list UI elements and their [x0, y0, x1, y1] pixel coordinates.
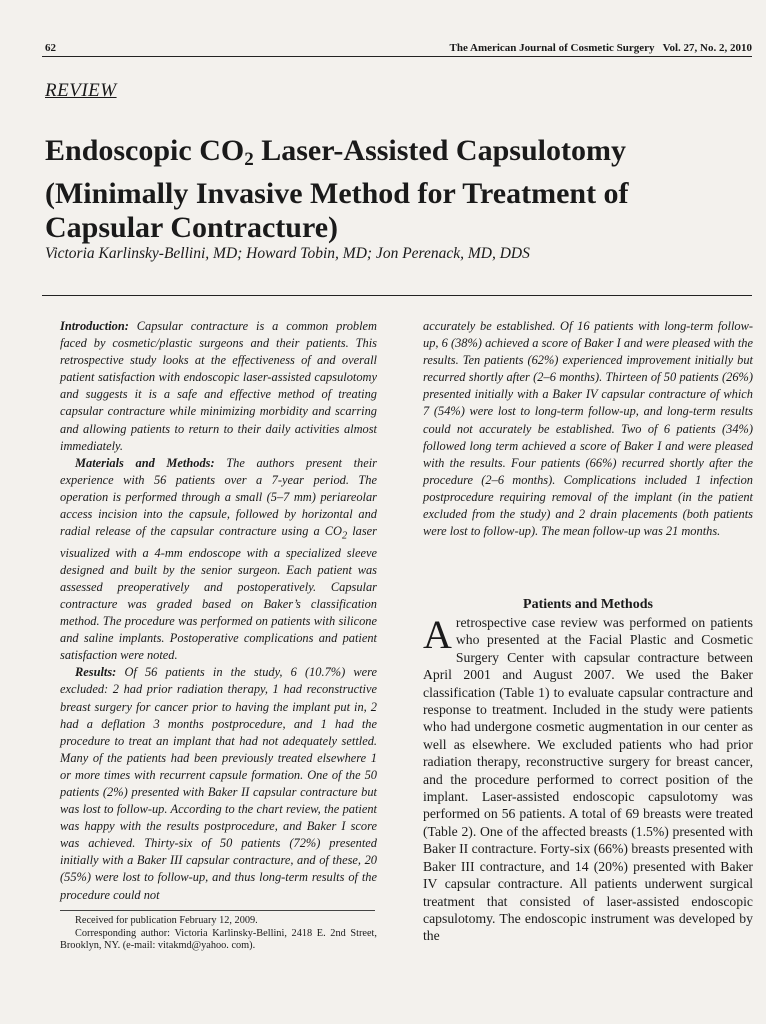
section-heading: Patients and Methods [523, 597, 653, 612]
methods-text-a: The authors present their experience with 56 patients over a 7-year period. The operation is performed through a small (5–7 mm) periareolar access incision into the capsule, followed by horizontal and radial release of the capsular contracture using a CO [60, 455, 377, 539]
abstract-results [60, 664, 377, 903]
body-text [423, 614, 753, 945]
abstract-left-column [60, 318, 377, 904]
body-paragraph-text: retrospective case review was performed on patients who presented at the Facial Plastic and Cosmetic Surgery Center with capsular contracture between April 2001 and August 2007. We used the Baker classification (Table 1) to evaluate capsular contracture and response to treatment. Included in the study were patients who had undergone cosmetic augmentation in our center as well as elsewhere. We excluded patients who had prior radiation therapy, reconstructive surgery for breast cancer, and the procedure performed to correct position of the implant. Laser-assisted endoscopic capsulotomy was performed on 56 patients. A total of 69 breasts were treated (Table 2). One of the affected breasts (1.5%) presented with Baker II contracture. Forty-six (66%) breasts presented with Baker III contracture, and 14 (20%) presented with Baker IV capsular contracture. All patients underwent surgical treatment that consisted of laser-assisted endoscopic capsulotomy. The endoscopic instrument was developed by the [423, 615, 753, 944]
footnote-corresponding: Corresponding author: Victoria Karlinsky-Bellini, 2418 E. 2nd Street, Brooklyn, NY. (e-mail: vitakmd@yahoo. com). [60, 927, 377, 952]
drop-cap: A [423, 612, 452, 657]
footnote-rule [60, 910, 375, 911]
methods-text-b: laser visualized with a 4-mm endoscope with a specialized sleeve designed and built by the senior surgeon. Each patient was assessed preoperatively and postoperatively. Capsular contracture was graded based on Baker’s classification method. The procedure was performed on patients with silicone and saline implants. Postoperative complications and patient satisfaction were noted. [60, 524, 377, 663]
title-part-2: Laser-Assisted Capsulotomy (Minimally Invasive Method for Treatment of Capsular Contracture) [45, 134, 629, 244]
page-number: 62 [45, 42, 56, 54]
results-label: Results: [75, 665, 117, 680]
abstract-right-column [423, 318, 753, 540]
introduction-label: Introduction: [60, 319, 129, 333]
methods-subscript: 2 [341, 530, 348, 542]
running-header: The American Journal of Cosmetic Surgery Vol. 27, No. 2, 2010 [449, 42, 752, 54]
results-continued: accurately be established. Of 16 patients with long-term follow-up, 6 (38%) achieved a score of Baker I and were pleased with the results. Ten patients (62%) experienced improvement initially but recurred shortly after (2–6 months). Thirteen of 50 patients (26%) presented initially with a Baker IV capsular contracture of which 7 (54%) were lost to long-term follow-up, and long-term results could not accurately be established. Two of 6 patients (34%) followed long term achieved a score of Baker I and were pleased with the results. Four patients (66%) recurred shortly after the procedure (2–6 months). Complications included 1 infection postprocedure requiring removal of the implant (in the patient excluded from the study) and 2 drain placements (both patients were lost to follow-up). The mean follow-up was 21 months. [423, 319, 753, 539]
article-title [45, 134, 685, 245]
introduction-text: Capsular contracture is a common problem faced by cosmetic/plastic surgeons and their patients. This retrospective study looks at the effectiveness of and overall patient satisfaction with endoscopic laser-assisted capsulotomy and suggests it is a safe and effective method of treating capsular contracture while minimizing morbidity and scarring and allowing patients to return to their daily activities almost immediately. [60, 319, 377, 453]
methods-label: Materials and Methods: [75, 455, 215, 470]
abstract-introduction [60, 318, 377, 455]
footnote-received: Received for publication February 12, 2009. [75, 915, 258, 926]
body-paragraph [423, 614, 753, 945]
results-text: Of 56 patients in the study, 6 (10.7%) were excluded: 2 had prior radiation therapy, 1 had reconstructive breast surgery for cancer prior to having the implant put in, 2 had a deflation 3 months postprocedure, and 1 had the procedure to treat an implant that had not adequately settled. Many of the patients had been previously treated elsewhere 1 or more times with recurrent capsule formation. One of the 50 patients (2%) presented with Baker II capsular contracture but was lost to follow-up. According to the chart review, the patient was happy with the results postprocedure, and Baker I score was achieved. Thirty-six of 50 patients (72%) presented initially with a Baker III capsular contracture, and of these, 20 (55%) were lost to follow-up, and thus long-term results of the procedure could not [60, 665, 377, 902]
title-rule [42, 295, 752, 296]
author-list: Victoria Karlinsky-Bellini, MD; Howard Tobin, MD; Jon Perenack, MD, DDS [45, 245, 530, 262]
title-subscript: 2 [244, 149, 254, 170]
footnotes [60, 915, 377, 953]
title-part-1: Endoscopic CO [45, 134, 245, 167]
header-rule [42, 56, 752, 57]
abstract-methods [60, 455, 377, 665]
section-label: REVIEW [45, 80, 117, 101]
